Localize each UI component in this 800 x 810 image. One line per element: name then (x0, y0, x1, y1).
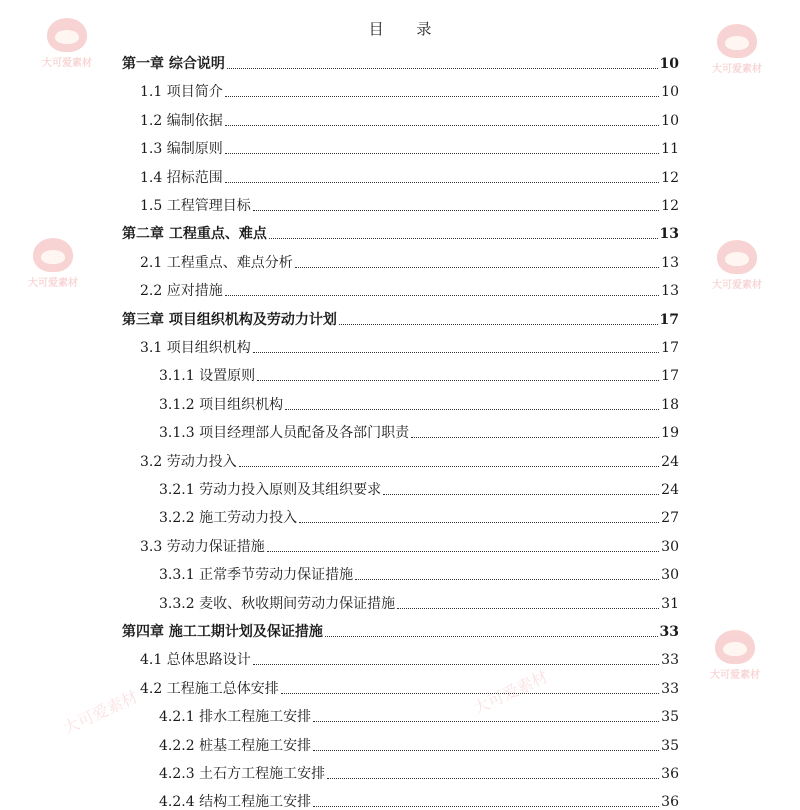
watermark-caption: 大可爱素材 (28, 278, 78, 289)
watermark-face-icon (715, 630, 755, 664)
toc-entry-sub[interactable]: 4.2.4 结构工程施工安排 36 (159, 794, 679, 810)
toc-entry[interactable]: 3.3 劳动力保证措施 30 (140, 538, 679, 555)
toc-entry-chapter[interactable]: 第一章 综合说明 10 (122, 56, 679, 72)
toc-entry-sub[interactable]: 4.2.2 桩基工程施工安排 35 (159, 737, 679, 754)
toc-entry[interactable]: 1.1 项目简介 10 (140, 84, 679, 101)
watermark-caption: 大可爱素材 (712, 64, 762, 75)
watermark-text: 大可爱素材 (60, 686, 141, 738)
toc-entry[interactable]: 1.3 编制原则 11 (140, 141, 679, 158)
toc-entry-sub[interactable]: 3.2.1 劳动力投入原则及其组织要求 24 (159, 482, 679, 498)
watermark-logo (28, 238, 78, 289)
toc-entry[interactable]: 2.2 应对措施 13 (140, 283, 679, 300)
toc-entry[interactable]: 1.2 编制依据 10 (140, 112, 679, 129)
toc-entry-sub[interactable]: 4.2.1 排水工程施工安排 35 (159, 709, 679, 726)
toc-entry[interactable]: 4.1 总体思路设计 33 (140, 652, 679, 669)
toc-entry-chapter[interactable]: 第三章 项目组织机构及劳动力计划 17 (122, 311, 679, 328)
toc-entry-sub[interactable]: 3.1.2 项目组织机构 18 (159, 396, 679, 413)
watermark-caption: 大可爱素材 (710, 670, 760, 681)
toc-entry[interactable]: 4.2 工程施工总体安排 33 (140, 680, 679, 697)
toc-entry-sub[interactable]: 3.1.3 项目经理部人员配备及各部门职责 19 (159, 425, 679, 442)
watermark-caption: 大可爱素材 (42, 58, 92, 69)
watermark-logo (710, 630, 760, 681)
toc-entry-sub[interactable]: 3.2.2 施工劳动力投入 27 (159, 510, 679, 527)
toc-entry-sub[interactable]: 4.2.3 土石方工程施工安排 36 (159, 766, 679, 782)
toc-entry-chapter[interactable]: 第二章 工程重点、难点 13 (122, 226, 679, 243)
toc-entry-sub[interactable]: 3.3.1 正常季节劳动力保证措施 30 (159, 567, 679, 584)
watermark-face-icon (33, 238, 73, 272)
toc-title: 目 录 (368, 20, 446, 38)
toc-entry-sub[interactable]: 3.1.1 设置原则 17 (159, 368, 679, 385)
watermark-face-icon (717, 240, 757, 274)
toc-entry[interactable]: 1.5 工程管理目标 12 (140, 198, 679, 214)
toc-entry[interactable]: 2.1 工程重点、难点分析 13 (140, 254, 679, 271)
toc-entry-chapter[interactable]: 第四章 施工工期计划及保证措施 33 (122, 624, 679, 640)
toc-entry[interactable]: 3.1 项目组织机构 17 (140, 340, 679, 356)
watermark-text: 大可爱素材 (470, 666, 551, 718)
toc-entry[interactable]: 1.4 招标范围 12 (140, 169, 679, 186)
toc-entry[interactable]: 3.2 劳动力投入 24 (140, 453, 679, 470)
watermark-caption: 大可爱素材 (712, 280, 762, 291)
toc-entry-sub[interactable]: 3.3.2 麦收、秋收期间劳动力保证措施 31 (159, 595, 679, 612)
watermark-logo (712, 240, 762, 291)
